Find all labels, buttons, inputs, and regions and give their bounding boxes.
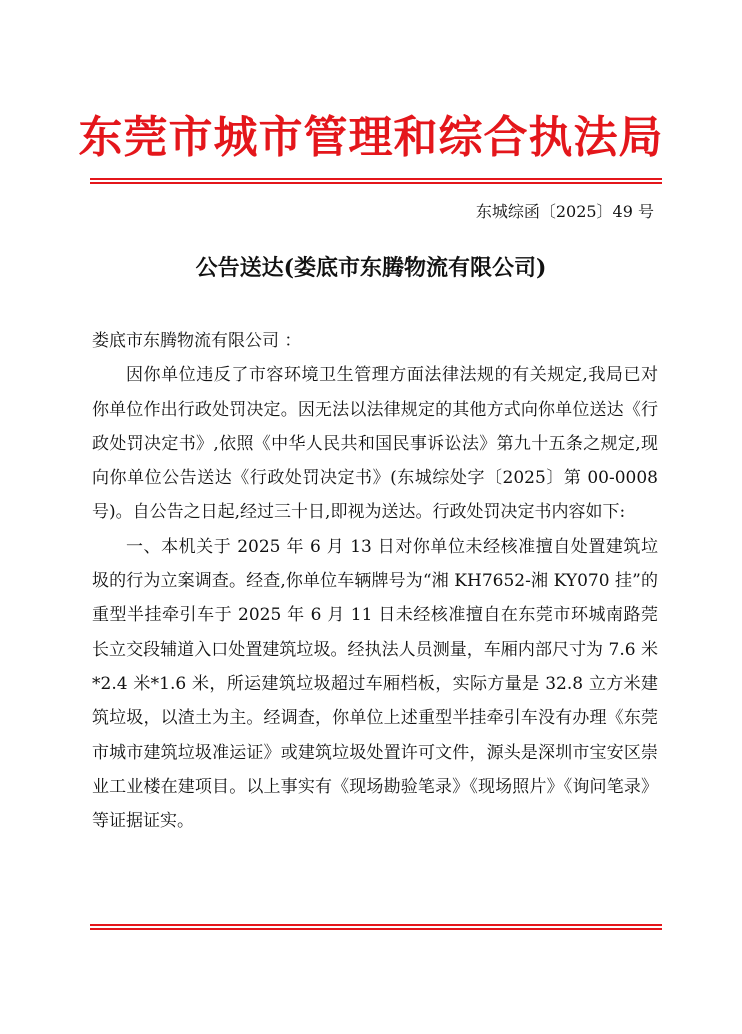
header-divider-line-top [90, 178, 662, 180]
footer-divider-line-top [90, 924, 662, 926]
header-divider-line-bottom [90, 182, 662, 184]
body-paragraph-1: 因你单位违反了市容环境卫生管理方面法律法规的有关规定,我局已对你单位作出行政处罚决定。因无法以法律规定的其他方式向你单位送达《行政处罚决定书》,依照《中华人民共和国民事诉讼法》第九十五条之规定,现向你单位公告送达《行政处罚决定书》(东城综处字〔2025〕第 00-0008 号)。自公告之日起,经过三十日,即视为送达。行政处罚决定书内容如下: [92, 365, 658, 523]
recipient-line: 娄底市东腾物流有限公司 ： [92, 331, 302, 351]
agency-header-title: 东莞市城市管理和综合执法局 [78, 112, 664, 163]
document-title: 公告送达(娄底市东腾物流有限公司) [195, 255, 547, 281]
document-number: 东城综函〔2025〕49 号 [475, 202, 654, 221]
footer-divider-line-bottom [90, 928, 662, 930]
body-paragraph-2: 一、本机关于 2025 年 6 月 13 日对你单位未经核准擅自处置建筑垃圾的行为立案调查。经查,你单位车辆牌号为“湘 KH7652-湘 KY070 挂”的重型半挂牵引车于 2025 年 6 月 11 日未经核准擅自在东莞市环城南路莞长立交段辅道入口处置建筑垃圾。经执法人员测量，车厢内部尺寸为 7.6 米*2.4 米*1.6 米，所运建筑垃圾超过车厢档板，实际方量是 32.8 立方米建筑垃圾，以渣土为主。经调查，你单位上述重型半挂牵引车没有办理《东莞市城市建筑垃圾准运证》或建筑垃圾处置许可文件，源头是深圳市宝安区崇业工业楼在建项目。以上事实有《现场勘验笔录》《现场照片》《询问笔录》等证据证实。 [92, 536, 658, 832]
document-body [92, 324, 658, 838]
